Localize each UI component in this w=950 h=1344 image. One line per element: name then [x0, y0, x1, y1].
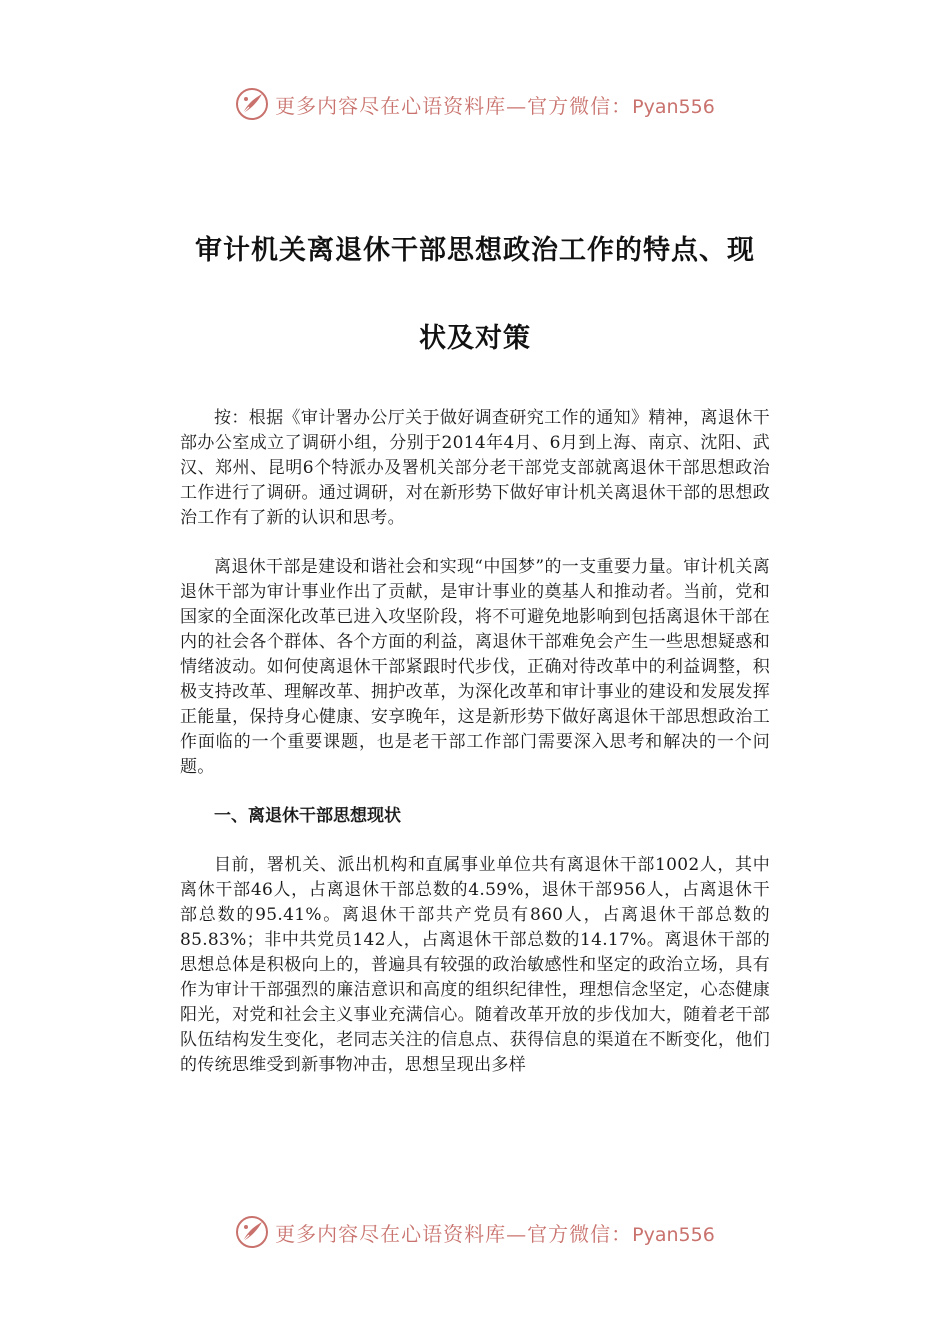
- watermark-text: [275, 1218, 715, 1247]
- section-heading: 一、离退休干部思想现状: [214, 806, 401, 826]
- watermark-text-cn: 更多内容尽在心语资料库—官方微信：: [275, 93, 633, 118]
- quill-logo-icon: [235, 1215, 269, 1249]
- watermark-wechat: Pyan556: [632, 95, 715, 118]
- background-paragraph: 离退休干部是建设和谐社会和实现“中国梦”的一支重要力量。审计机关离退休干部为审计事业作出了贡献，是审计事业的奠基人和推动者。当前，党和国家的全面深化改革已进入攻坚阶段，将不可避免地影响到包括离退休干部在内的社会各个群体、各个方面的利益，离退休干部难免会产生一些思想疑惑和情绪波动。如何使离退休干部紧跟时代步伐，正确对待改革中的利益调整，积极支持改革、理解改革、拥护改革，为深化改革和审计事业的建设和发展发挥正能量，保持身心健康、安享晚年，这是新形势下做好离退休干部思想政治工作面临的一个重要课题，也是老干部工作部门需要深入思考和解决的一个问题。: [180, 557, 770, 777]
- watermark-header: [0, 84, 950, 124]
- quill-logo-icon: [235, 87, 269, 121]
- document-body: [180, 406, 770, 1102]
- watermark-footer: [0, 1212, 950, 1252]
- document-title-line1: 审计机关离退休干部思想政治工作的特点、现: [195, 235, 755, 266]
- document-title-line2: 状及对策: [419, 323, 531, 354]
- watermark-text-cn: 更多内容尽在心语资料库—官方微信：: [275, 1221, 633, 1246]
- section-paragraph: 目前，署机关、派出机构和直属事业单位共有离退休干部1002人，其中离休干部46人，占离退休干部总数的4.59%，退休干部956人，占离退休干部总数的95.41%。离退休干部共产党员有860人，占离退休干部总数的85.83%；非中共党员142人，占离退休干部总数的14.17%。离退休干部的思想总体是积极向上的，普遍具有较强的政治敏感性和坚定的政治立场，具有作为审计干部强烈的廉洁意识和高度的组织纪律性，理想信念坚定，心态健康阳光，对党和社会主义事业充满信心。随着改革开放的步伐加大，随着老干部队伍结构发生变化，老同志关注的信息点、获得信息的渠道在不断变化，他们的传统思维受到新事物冲击，思想呈现出多样: [180, 855, 770, 1075]
- watermark-wechat: Pyan556: [632, 1223, 715, 1246]
- watermark-text: [275, 90, 715, 119]
- intro-note-paragraph: 按：根据《审计署办公厅关于做好调查研究工作的通知》精神，离退休干部办公室成立了调研小组，分别于2014年4月、6月到上海、南京、沈阳、武汉、郑州、昆明6个特派办及署机关部分老干部党支部就离退休干部思想政治工作进行了调研。通过调研，对在新形势下做好审计机关离退休干部的思想政治工作有了新的认识和思考。: [180, 408, 770, 528]
